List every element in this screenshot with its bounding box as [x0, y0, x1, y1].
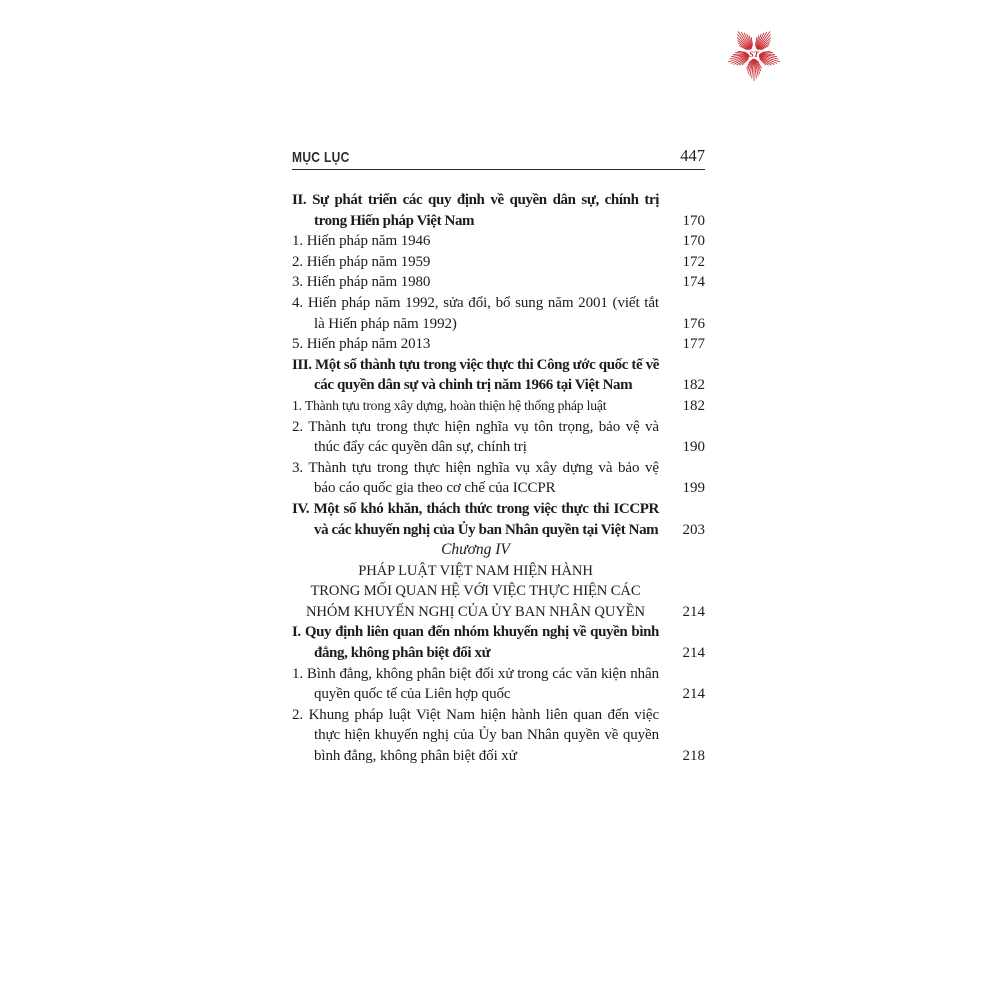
toc-entry: [292, 417, 705, 458]
page-title: MỤC LỤC: [292, 149, 350, 166]
toc-entry-page: 174: [682, 274, 705, 291]
toc-entry-page: 214: [682, 686, 705, 703]
toc-entry: [292, 622, 705, 663]
toc-entry-text: 2. Khung pháp luật Việt Nam hiện hành liên quan đến việc thực hiện khuyến nghị của Ủy ban Nhân quyền về quyền bình đẳng, không phân biệt đối xử: [292, 706, 659, 765]
toc-entry: [292, 355, 705, 396]
toc-entry-page: 190: [682, 439, 705, 456]
toc-entry: [292, 334, 705, 355]
toc-entry-page: 170: [682, 212, 705, 229]
toc-entry-page: 176: [682, 315, 705, 332]
chapter-label: [292, 540, 705, 561]
toc-entry-text: IV. Một số khó khăn, thách thức trong việc thực thi ICCPR và các khuyến nghị của Ủy ban Nhân quyền tại Việt Nam: [292, 500, 659, 538]
toc-page: [292, 146, 705, 767]
toc-entry-page: 218: [682, 748, 705, 765]
toc-entry-text: 5. Hiến pháp năm 2013: [292, 336, 431, 353]
toc-entry: [292, 396, 705, 417]
chapter-title-text: NHÓM KHUYẾN NGHỊ CỦA ỦY BAN NHÂN QUYỀN: [305, 603, 645, 620]
toc-entry-text: 1. Thành tựu trong xây dựng, hoàn thiện hệ thống pháp luật: [292, 397, 607, 413]
toc-entry-text: 3. Hiến pháp năm 1980: [292, 274, 431, 291]
toc-entry-page: 214: [682, 603, 705, 620]
toc-entry-page: 182: [682, 377, 705, 394]
toc-entry: [292, 705, 705, 767]
toc-entry: [292, 231, 705, 252]
chapter-label-text: Chương IV: [441, 541, 510, 559]
toc-entry-page: 199: [682, 480, 705, 497]
toc-entry: [292, 190, 705, 231]
toc-list: [292, 190, 705, 767]
toc-entry: [292, 252, 705, 273]
toc-entry: [292, 458, 705, 499]
chapter-title-line: [292, 581, 705, 602]
toc-entry-text: 2. Hiến pháp năm 1959: [292, 253, 431, 270]
toc-entry-text: 2. Thành tựu trong thực hiện nghĩa vụ tôn trọng, bảo vệ và thúc đẩy các quyền dân sự, chính trị: [292, 418, 659, 456]
toc-entry-text: 1. Hiến pháp năm 1946: [292, 233, 431, 250]
page-number: 447: [680, 146, 705, 165]
toc-entry-page: 172: [682, 253, 705, 270]
toc-entry-page: 203: [682, 521, 705, 538]
toc-entry-text: III. Một số thành tựu trong việc thực thi Công ước quốc tế về các quyền dân sự và chinh trị năm 1966 tại Việt Nam: [292, 356, 659, 394]
publisher-logo: [716, 14, 792, 90]
chapter-title-line: [292, 602, 705, 623]
running-header: [292, 146, 705, 170]
toc-entry-text: II. Sự phát triển các quy định về quyền dân sự, chính trị trong Hiến pháp Việt Nam: [292, 192, 659, 229]
toc-entry-page: 177: [682, 336, 705, 353]
toc-entry-text: I. Quy định liên quan đến nhóm khuyến nghị về quyền bình đẳng, không phân biệt đối xử: [292, 624, 659, 662]
toc-entry-page: 182: [682, 397, 705, 414]
logo-monogram: ST: [749, 49, 759, 59]
toc-entry: [292, 272, 705, 293]
chapter-title-line: [292, 561, 705, 582]
toc-entry-text: 4. Hiến pháp năm 1992, sửa đổi, bổ sung năm 2001 (viết tắt là Hiến pháp năm 1992): [292, 294, 659, 332]
chapter-title-text: TRONG MỐI QUAN HỆ VỚI VIỆC THỰC HIỆN CÁC: [310, 583, 641, 600]
toc-entry: [292, 499, 705, 540]
star-burst-icon: [716, 14, 792, 90]
toc-entry-page: 214: [682, 645, 705, 662]
toc-entry: [292, 293, 705, 334]
toc-entry: [292, 664, 705, 705]
toc-entry-text: 3. Thành tựu trong thực hiện nghĩa vụ xây dựng và bảo vệ báo cáo quốc gia theo cơ chế của ICCPR: [292, 459, 659, 497]
chapter-title-text: PHÁP LUẬT VIỆT NAM HIỆN HÀNH: [358, 562, 593, 579]
toc-entry-page: 170: [682, 233, 705, 250]
toc-entry-text: 1. Bình đẳng, không phân biệt đối xử trong các văn kiện nhân quyền quốc tế của Liên hợp quốc: [292, 665, 659, 703]
